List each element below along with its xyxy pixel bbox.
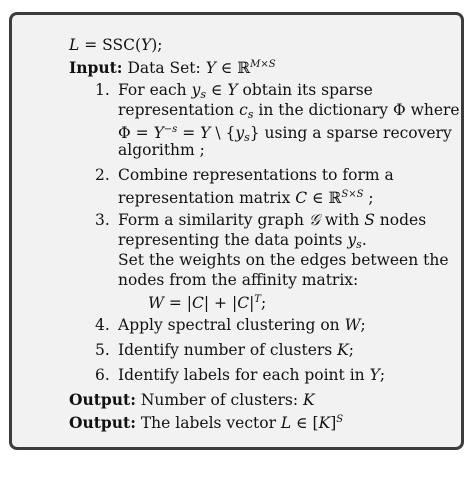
step-1-line-4: algorithm ;	[118, 141, 205, 159]
step-5-line: Identify number of clusters K;	[118, 341, 354, 359]
step-3-line-1: Form a similarity graph 𝒢 with S nodes	[118, 211, 427, 229]
output-line-1: Output: Number of clusters: K	[69, 390, 315, 409]
step-3-line-3: Set the weights on the edges between the	[118, 251, 449, 269]
step-2-line-2: representation matrix C ∈ ℝ$^{S\times S}$ ;	[118, 189, 374, 207]
step-4-line: Apply spectral clustering on W;	[118, 316, 366, 334]
step-1-line-3: $\Phi = Y^{-s} = Y$ \ $\{y_s\}$ using a sparse recovery	[118, 124, 452, 144]
step-number: 3.	[95, 211, 110, 229]
output-label: Output:	[69, 413, 136, 432]
step-6-line: Identify labels for each point in Y;	[118, 366, 386, 384]
step-2-line-1: Combine representations to form a	[118, 166, 394, 184]
output-label: Output:	[69, 390, 136, 409]
step-number: 1.	[95, 81, 110, 99]
step-number: 6.	[95, 366, 110, 384]
step-1-line-1: For each $y_s$ ∈ Y obtain its sparse	[118, 81, 373, 101]
step-number: 4.	[95, 316, 110, 334]
step-1-line-2: representation $c_s$ in the dictionary Φ where	[118, 101, 460, 121]
assignment-line: L = SSC(Y);	[69, 36, 163, 54]
input-line: Input: Data Set: Y ∈ ℝ$^{M\times S}$	[69, 58, 276, 77]
step-3-line-4: nodes from the affinity matrix:	[118, 271, 359, 289]
step-3-line-2: representing the data points $y_s$.	[118, 231, 367, 251]
step-number: 2.	[95, 166, 110, 184]
step-number: 5.	[95, 341, 110, 359]
affinity-equation: $W = |C| + |C|^T$;	[148, 294, 267, 312]
output-line-2: Output: The labels vector L ∈ $[K]^S$	[69, 413, 344, 432]
input-label: Input:	[69, 58, 123, 77]
